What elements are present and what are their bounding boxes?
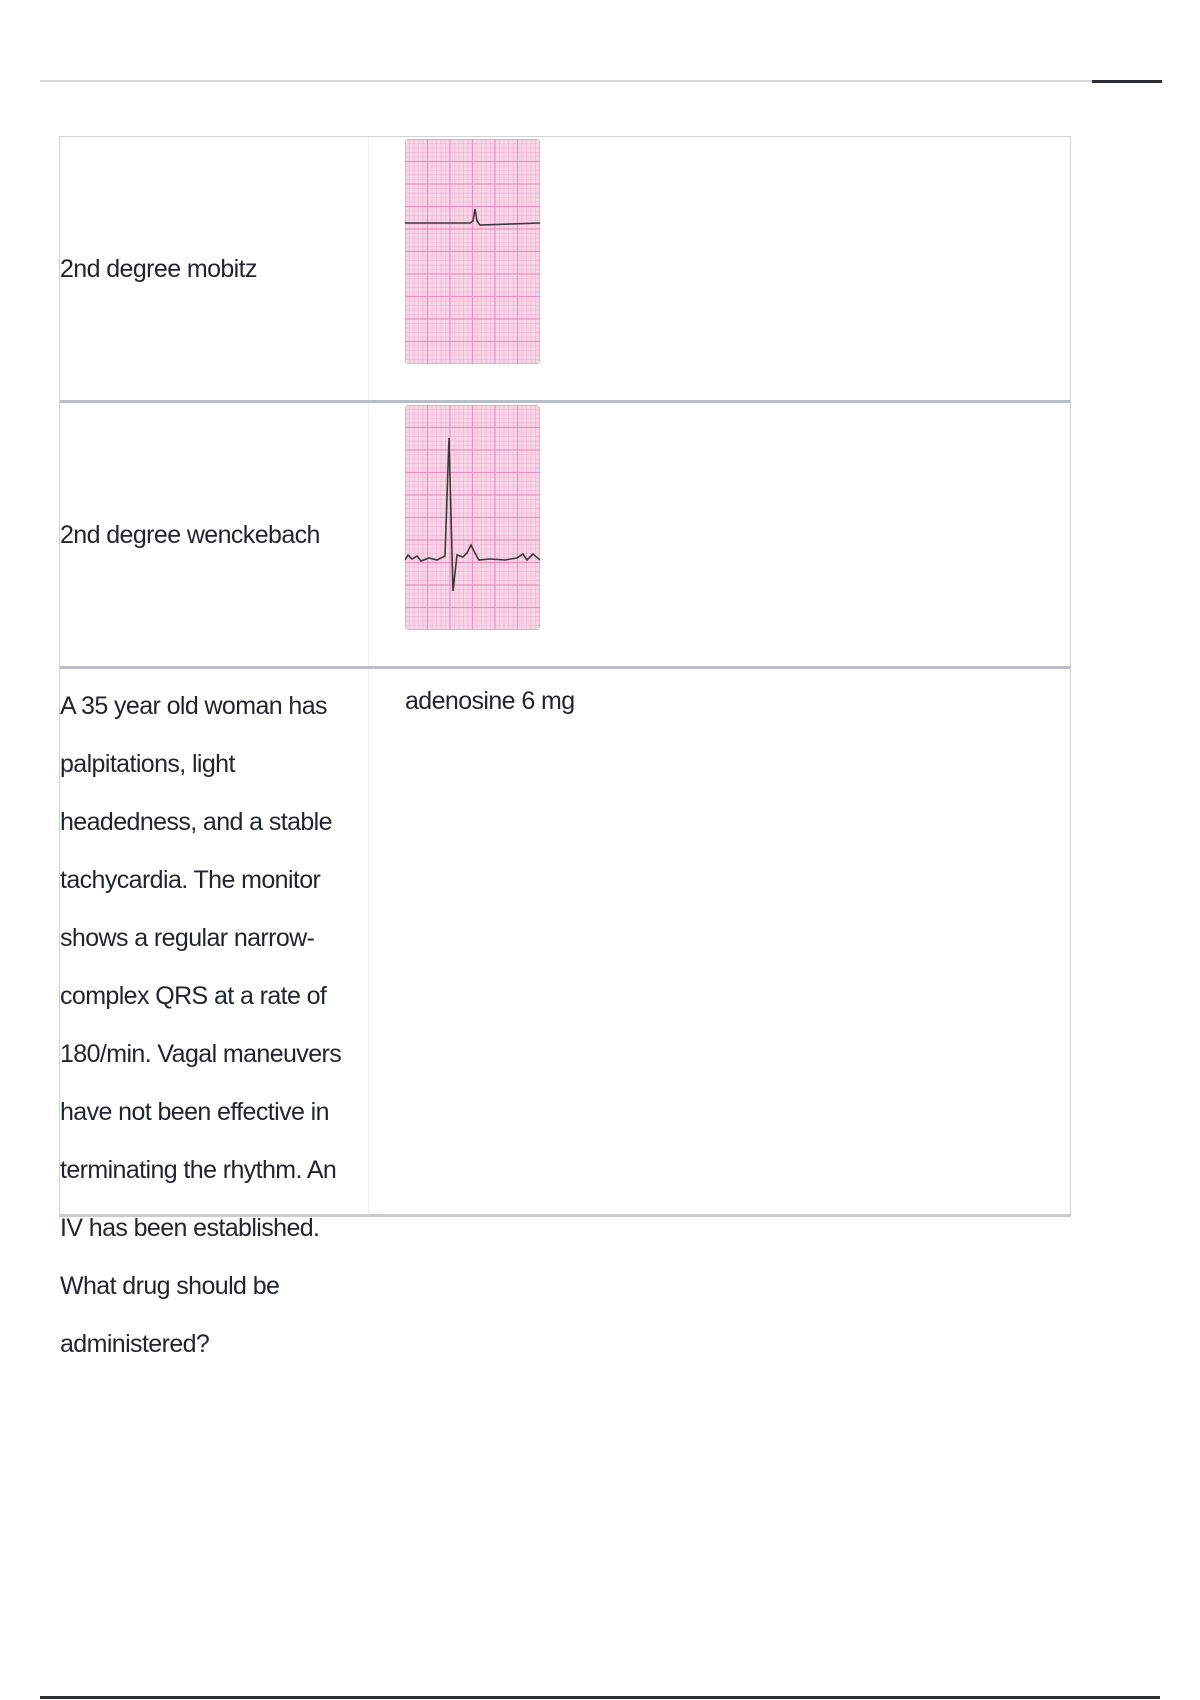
term-cell (60, 137, 369, 400)
header-rule (40, 80, 1160, 82)
flashcard-row-wenckebach (60, 403, 1070, 669)
answer-text: adenosine 6 mg (405, 687, 575, 715)
ecg-strip-wenckebach-image (405, 405, 540, 630)
flashcard-row-mobitz (60, 137, 1070, 403)
flashcard-row-question (60, 669, 1070, 1358)
term-text: 2nd degree mobitz (60, 254, 257, 283)
question-text: A 35 year old woman has palpitations, light headedness, and a stable tachycardia. The monitor shows a regular narrow-complex QRS at a rate of 180/min. Vagal maneuvers have not been effective in terminating the rhythm. An IV has been established. What drug should be administered? (60, 692, 342, 1358)
flashcard-table (59, 136, 1071, 1358)
definition-cell (369, 137, 1070, 400)
term-text: 2nd degree wenckebach (60, 520, 320, 549)
header-rule-accent (1092, 80, 1162, 83)
ecg-strip-mobitz-image (405, 139, 540, 364)
footer-rule (40, 1696, 1160, 1699)
term-cell (60, 403, 369, 666)
term-cell (60, 669, 369, 1358)
definition-cell (369, 403, 1070, 666)
definition-cell (369, 669, 1070, 1214)
